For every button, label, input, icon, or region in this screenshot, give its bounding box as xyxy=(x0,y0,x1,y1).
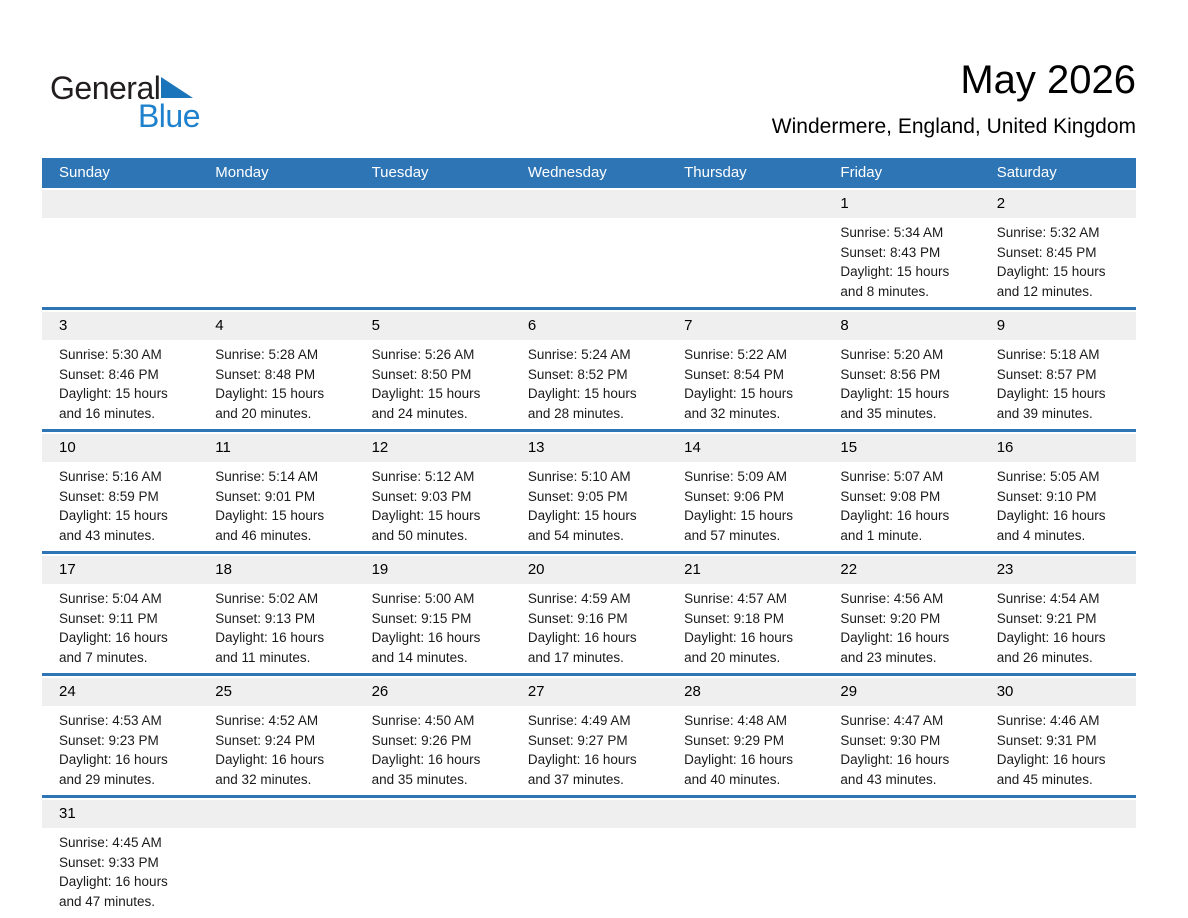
day-cell-25 xyxy=(198,706,354,795)
sunset-text: Sunset: 9:23 PM xyxy=(59,732,159,748)
day-cell-empty xyxy=(667,218,823,307)
sunset-text: Sunset: 9:29 PM xyxy=(684,732,784,748)
sunset-text: Sunset: 9:33 PM xyxy=(59,854,159,870)
daylight-text-line2: and 20 minutes. xyxy=(215,405,312,421)
day-cell-empty xyxy=(980,828,1136,917)
sunset-text: Sunset: 9:06 PM xyxy=(684,488,784,504)
day-cell-28 xyxy=(667,706,823,795)
daylight-text-line1: Daylight: 15 hours xyxy=(371,508,481,523)
daylight-text-line2: and 26 minutes. xyxy=(996,649,1093,665)
day-number-4: 4 xyxy=(215,317,224,334)
sunset-text: Sunset: 9:11 PM xyxy=(59,610,158,626)
day-cell-4 xyxy=(198,340,354,429)
daylight-text-line2: and 39 minutes. xyxy=(996,405,1093,421)
sunrise-text: Sunrise: 4:49 AM xyxy=(527,713,631,728)
sunrise-text: Sunrise: 4:47 AM xyxy=(840,713,944,728)
day-cell-empty xyxy=(511,218,667,307)
day-cell-2 xyxy=(980,218,1136,307)
sunset-text: Sunset: 8:56 PM xyxy=(840,366,941,382)
day-number-16: 16 xyxy=(996,439,1014,456)
day-number-empty xyxy=(823,800,979,828)
daylight-text-line2: and 7 minutes. xyxy=(59,649,148,665)
weekday-header-saturday: Saturday xyxy=(996,164,1057,181)
day-number-empty xyxy=(42,190,198,218)
week-row-4 xyxy=(42,556,1136,676)
day-number-empty xyxy=(198,190,354,218)
day-number-23: 23 xyxy=(996,561,1014,578)
sunset-text: Sunset: 9:26 PM xyxy=(371,732,472,748)
sunrise-text: Sunrise: 4:57 AM xyxy=(684,591,787,606)
sunrise-text: Sunrise: 4:53 AM xyxy=(59,713,162,728)
sunrise-text: Sunrise: 5:12 AM xyxy=(371,469,475,484)
sunset-text: Sunset: 9:01 PM xyxy=(215,488,316,504)
daylight-text-line1: Daylight: 16 hours xyxy=(371,752,481,767)
daylight-text-line2: and 40 minutes. xyxy=(684,771,781,787)
daylight-text-line1: Daylight: 15 hours xyxy=(527,508,637,523)
day-cell-19 xyxy=(355,584,511,673)
day-content-band xyxy=(42,462,1136,551)
day-cell-3 xyxy=(42,340,198,429)
day-cell-13 xyxy=(511,462,667,551)
sunset-text: Sunset: 9:24 PM xyxy=(215,732,316,748)
day-number-26: 26 xyxy=(371,683,389,700)
day-number-empty xyxy=(355,800,511,828)
sunrise-text: Sunrise: 5:10 AM xyxy=(527,469,631,484)
daylight-text-line2: and 11 minutes. xyxy=(215,649,311,665)
day-number-11: 11 xyxy=(215,439,231,456)
daylight-text-line2: and 4 minutes. xyxy=(996,527,1086,543)
day-number-8: 8 xyxy=(840,317,849,334)
sunset-text: Sunset: 9:15 PM xyxy=(371,610,472,626)
sunset-text: Sunset: 8:46 PM xyxy=(59,366,159,382)
day-cell-5 xyxy=(355,340,511,429)
daylight-text-line1: Daylight: 16 hours xyxy=(840,630,950,645)
daylight-text-line1: Daylight: 16 hours xyxy=(371,630,481,645)
weekday-header-sunday: Sunday xyxy=(59,164,110,181)
sunset-text: Sunset: 9:31 PM xyxy=(996,732,1097,748)
day-cell-10 xyxy=(42,462,198,551)
day-number-band xyxy=(42,190,1136,218)
logo-text-general: General xyxy=(50,70,161,106)
day-number-20: 20 xyxy=(527,561,545,578)
day-number-29: 29 xyxy=(840,683,858,700)
day-number-19: 19 xyxy=(371,561,389,578)
logo-text-blue: Blue xyxy=(137,98,200,134)
day-cell-26 xyxy=(355,706,511,795)
daylight-text-line2: and 12 minutes. xyxy=(996,283,1093,299)
sunrise-text: Sunrise: 5:04 AM xyxy=(59,591,162,606)
day-number-band xyxy=(42,678,1136,706)
sunrise-text: Sunrise: 5:07 AM xyxy=(840,469,944,484)
sunrise-text: Sunrise: 5:00 AM xyxy=(371,591,475,606)
daylight-text-line1: Daylight: 16 hours xyxy=(59,874,168,889)
week-row-6 xyxy=(42,800,1136,917)
daylight-text-line1: Daylight: 15 hours xyxy=(840,386,950,401)
daylight-text-line2: and 17 minutes. xyxy=(527,649,624,665)
daylight-text-line2: and 50 minutes. xyxy=(371,527,468,543)
sunset-text: Sunset: 9:10 PM xyxy=(996,488,1097,504)
sunset-text: Sunset: 8:52 PM xyxy=(527,366,628,382)
day-number-6: 6 xyxy=(527,317,537,334)
daylight-text-line1: Daylight: 15 hours xyxy=(996,264,1106,279)
daylight-text-line2: and 35 minutes. xyxy=(840,405,937,421)
sunrise-text: Sunrise: 5:34 AM xyxy=(840,225,944,240)
day-content-band xyxy=(42,706,1136,795)
day-number-30: 30 xyxy=(996,683,1014,700)
calendar-table xyxy=(42,158,1136,917)
title-block xyxy=(772,58,1136,139)
day-cell-7 xyxy=(667,340,823,429)
day-number-empty xyxy=(355,190,511,218)
daylight-text-line1: Daylight: 15 hours xyxy=(527,386,637,401)
day-number-band xyxy=(42,556,1136,584)
week-row-3 xyxy=(42,434,1136,554)
day-cell-empty xyxy=(511,828,667,917)
daylight-text-line1: Daylight: 15 hours xyxy=(996,386,1106,401)
day-cell-16 xyxy=(980,462,1136,551)
day-cell-20 xyxy=(511,584,667,673)
day-number-22: 22 xyxy=(840,561,858,578)
day-content-band xyxy=(42,218,1136,307)
weekday-header-wednesday: Wednesday xyxy=(527,164,607,181)
sunrise-text: Sunrise: 4:52 AM xyxy=(215,713,319,728)
sunset-text: Sunset: 8:45 PM xyxy=(996,244,1097,260)
daylight-text-line1: Daylight: 16 hours xyxy=(59,630,168,645)
sunrise-text: Sunrise: 5:18 AM xyxy=(996,347,1100,362)
day-cell-27 xyxy=(511,706,667,795)
day-cell-6 xyxy=(511,340,667,429)
sunset-text: Sunset: 9:05 PM xyxy=(527,488,628,504)
daylight-text-line2: and 54 minutes. xyxy=(527,527,624,543)
day-number-27: 27 xyxy=(527,683,545,700)
day-cell-1 xyxy=(823,218,979,307)
daylight-text-line1: Daylight: 15 hours xyxy=(684,386,793,401)
daylight-text-line1: Daylight: 16 hours xyxy=(215,752,325,767)
daylight-text-line2: and 14 minutes. xyxy=(371,649,468,665)
daylight-text-line1: Daylight: 16 hours xyxy=(996,508,1106,523)
day-number-18: 18 xyxy=(215,561,232,578)
day-number-24: 24 xyxy=(59,683,76,700)
day-number-14: 14 xyxy=(684,439,701,456)
weekday-header-monday: Monday xyxy=(215,164,269,181)
daylight-text-line1: Daylight: 16 hours xyxy=(684,752,793,767)
daylight-text-line1: Daylight: 15 hours xyxy=(59,508,168,523)
day-number-empty xyxy=(198,800,354,828)
day-cell-24 xyxy=(42,706,198,795)
day-cell-empty xyxy=(42,218,198,307)
daylight-text-line2: and 8 minutes. xyxy=(840,283,929,299)
sunset-text: Sunset: 9:08 PM xyxy=(840,488,941,504)
daylight-text-line2: and 47 minutes. xyxy=(59,893,156,909)
day-number-21: 21 xyxy=(684,561,701,578)
day-number-31: 31 xyxy=(59,805,76,822)
sunrise-text: Sunrise: 5:26 AM xyxy=(371,347,475,362)
weekday-header-friday: Friday xyxy=(840,164,883,181)
sunrise-text: Sunrise: 5:32 AM xyxy=(996,225,1100,240)
day-content-band xyxy=(42,340,1136,429)
day-cell-8 xyxy=(823,340,979,429)
day-cell-15 xyxy=(823,462,979,551)
day-cell-21 xyxy=(667,584,823,673)
day-cell-12 xyxy=(355,462,511,551)
daylight-text-line1: Daylight: 16 hours xyxy=(684,630,793,645)
day-number-13: 13 xyxy=(527,439,545,456)
day-cell-9 xyxy=(980,340,1136,429)
daylight-text-line2: and 29 minutes. xyxy=(59,771,156,787)
day-number-7: 7 xyxy=(684,317,693,334)
sunrise-text: Sunrise: 5:28 AM xyxy=(215,347,319,362)
week-row-5 xyxy=(42,678,1136,798)
day-number-12: 12 xyxy=(371,439,389,456)
day-cell-empty xyxy=(198,218,354,307)
sunrise-text: Sunrise: 4:56 AM xyxy=(840,591,944,606)
weekday-header-tuesday: Tuesday xyxy=(371,164,429,181)
day-number-2: 2 xyxy=(996,195,1006,212)
daylight-text-line1: Daylight: 15 hours xyxy=(215,386,325,401)
general-blue-logo xyxy=(50,72,200,132)
sunrise-text: Sunrise: 5:20 AM xyxy=(840,347,944,362)
sunset-text: Sunset: 8:57 PM xyxy=(996,366,1097,382)
day-number-17: 17 xyxy=(59,561,76,578)
daylight-text-line2: and 23 minutes. xyxy=(840,649,937,665)
sunset-text: Sunset: 9:16 PM xyxy=(527,610,628,626)
daylight-text-line2: and 46 minutes. xyxy=(215,527,312,543)
day-number-empty xyxy=(980,800,1136,828)
sunrise-text: Sunrise: 5:24 AM xyxy=(527,347,631,362)
daylight-text-line1: Daylight: 16 hours xyxy=(840,752,950,767)
daylight-text-line1: Daylight: 16 hours xyxy=(527,752,637,767)
sunset-text: Sunset: 9:27 PM xyxy=(527,732,628,748)
calendar-weeks xyxy=(42,190,1136,917)
day-content-band xyxy=(42,584,1136,673)
daylight-text-line2: and 24 minutes. xyxy=(371,405,468,421)
day-cell-empty xyxy=(198,828,354,917)
sunset-text: Sunset: 8:50 PM xyxy=(371,366,472,382)
location-subtitle: Windermere, England, United Kingdom xyxy=(771,115,1136,138)
day-cell-11 xyxy=(198,462,354,551)
daylight-text-line1: Daylight: 15 hours xyxy=(59,386,168,401)
daylight-text-line2: and 16 minutes. xyxy=(59,405,156,421)
day-number-band xyxy=(42,434,1136,462)
daylight-text-line1: Daylight: 16 hours xyxy=(59,752,168,767)
daylight-text-line2: and 43 minutes. xyxy=(840,771,937,787)
sunset-text: Sunset: 8:43 PM xyxy=(840,244,941,260)
weekday-header-row xyxy=(42,158,1136,188)
sunset-text: Sunset: 9:13 PM xyxy=(215,610,316,626)
sunset-text: Sunset: 9:18 PM xyxy=(684,610,784,626)
day-number-1: 1 xyxy=(840,195,849,212)
daylight-text-line1: Daylight: 15 hours xyxy=(684,508,793,523)
daylight-text-line2: and 1 minute. xyxy=(840,527,923,543)
day-cell-14 xyxy=(667,462,823,551)
sunrise-text: Sunrise: 4:54 AM xyxy=(996,591,1100,606)
daylight-text-line1: Daylight: 16 hours xyxy=(527,630,637,645)
day-cell-31 xyxy=(42,828,198,917)
sunset-text: Sunset: 8:59 PM xyxy=(59,488,159,504)
daylight-text-line2: and 45 minutes. xyxy=(996,771,1093,787)
daylight-text-line1: Daylight: 16 hours xyxy=(996,630,1106,645)
sunrise-text: Sunrise: 4:48 AM xyxy=(684,713,787,728)
day-cell-22 xyxy=(823,584,979,673)
day-cell-30 xyxy=(980,706,1136,795)
day-number-band xyxy=(42,312,1136,340)
day-number-empty xyxy=(511,190,667,218)
sunrise-text: Sunrise: 5:22 AM xyxy=(684,347,787,362)
day-content-band xyxy=(42,828,1136,917)
day-cell-empty xyxy=(667,828,823,917)
sunset-text: Sunset: 8:54 PM xyxy=(684,366,784,382)
day-number-25: 25 xyxy=(215,683,232,700)
sunrise-text: Sunrise: 5:16 AM xyxy=(59,469,162,484)
day-number-9: 9 xyxy=(996,317,1006,334)
day-cell-23 xyxy=(980,584,1136,673)
day-cell-empty xyxy=(355,828,511,917)
day-number-empty xyxy=(511,800,667,828)
daylight-text-line1: Daylight: 16 hours xyxy=(996,752,1106,767)
sunset-text: Sunset: 9:20 PM xyxy=(840,610,941,626)
day-cell-29 xyxy=(823,706,979,795)
sunrise-text: Sunrise: 5:14 AM xyxy=(215,469,319,484)
sunrise-text: Sunrise: 4:45 AM xyxy=(59,835,162,850)
day-number-empty xyxy=(667,800,823,828)
day-number-3: 3 xyxy=(59,317,68,334)
day-cell-empty xyxy=(823,828,979,917)
day-cell-18 xyxy=(198,584,354,673)
daylight-text-line2: and 43 minutes. xyxy=(59,527,156,543)
day-cell-empty xyxy=(355,218,511,307)
week-row-2 xyxy=(42,312,1136,432)
daylight-text-line1: Daylight: 15 hours xyxy=(215,508,325,523)
month-title: May 2026 xyxy=(960,58,1136,102)
daylight-text-line2: and 37 minutes. xyxy=(527,771,624,787)
sunrise-text: Sunrise: 5:09 AM xyxy=(684,469,787,484)
daylight-text-line2: and 32 minutes. xyxy=(684,405,781,421)
sunset-text: Sunset: 8:48 PM xyxy=(215,366,316,382)
sunrise-text: Sunrise: 5:05 AM xyxy=(996,469,1100,484)
daylight-text-line2: and 57 minutes. xyxy=(684,527,781,543)
daylight-text-line2: and 28 minutes. xyxy=(527,405,624,421)
page-header xyxy=(42,0,1136,158)
weekday-header-thursday: Thursday xyxy=(684,164,747,181)
day-number-band xyxy=(42,800,1136,828)
day-number-15: 15 xyxy=(840,439,858,456)
sunrise-text: Sunrise: 5:02 AM xyxy=(215,591,319,606)
day-number-5: 5 xyxy=(371,317,380,334)
daylight-text-line1: Daylight: 16 hours xyxy=(840,508,950,523)
daylight-text-line2: and 20 minutes. xyxy=(684,649,781,665)
sunset-text: Sunset: 9:03 PM xyxy=(371,488,472,504)
day-number-empty xyxy=(667,190,823,218)
week-row-1 xyxy=(42,190,1136,310)
sunrise-text: Sunrise: 5:30 AM xyxy=(59,347,162,362)
daylight-text-line1: Daylight: 15 hours xyxy=(840,264,950,279)
daylight-text-line1: Daylight: 16 hours xyxy=(215,630,325,645)
sunset-text: Sunset: 9:21 PM xyxy=(996,610,1097,626)
sunrise-text: Sunrise: 4:46 AM xyxy=(996,713,1100,728)
sunset-text: Sunset: 9:30 PM xyxy=(840,732,941,748)
day-number-10: 10 xyxy=(59,439,76,456)
sunrise-text: Sunrise: 4:50 AM xyxy=(371,713,475,728)
daylight-text-line1: Daylight: 15 hours xyxy=(371,386,481,401)
daylight-text-line2: and 35 minutes. xyxy=(371,771,468,787)
day-number-28: 28 xyxy=(684,683,701,700)
sunrise-text: Sunrise: 4:59 AM xyxy=(527,591,631,606)
day-cell-17 xyxy=(42,584,198,673)
daylight-text-line2: and 32 minutes. xyxy=(215,771,312,787)
